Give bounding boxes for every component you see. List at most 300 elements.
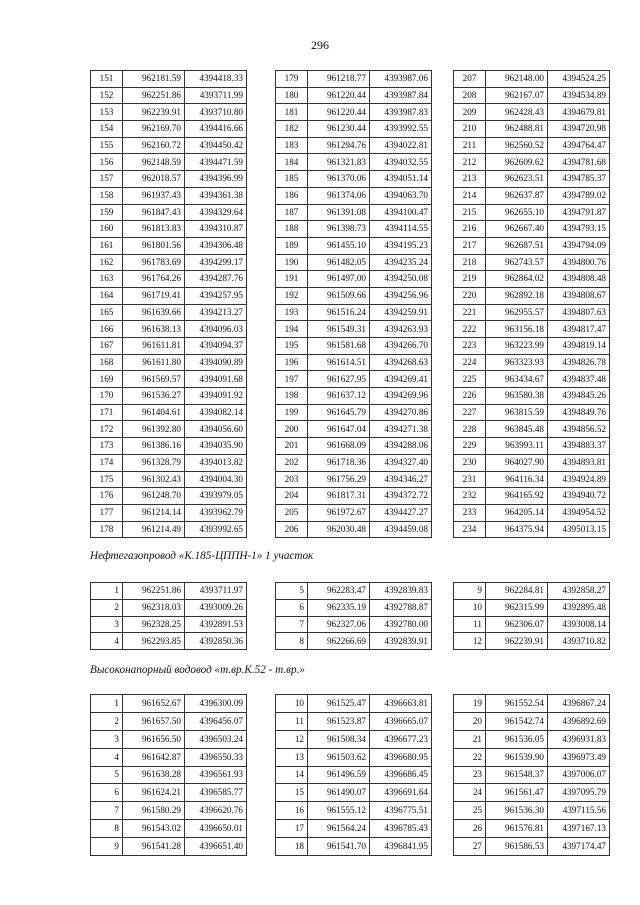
- y-coordinate: 4394250.08: [370, 271, 432, 288]
- y-coordinate: 4394051.14: [370, 171, 432, 188]
- point-number: 182: [276, 121, 308, 138]
- point-number: 1: [91, 583, 123, 600]
- point-number: 207: [454, 71, 486, 88]
- y-coordinate: 4394793.15: [548, 221, 610, 238]
- point-number: 210: [454, 121, 486, 138]
- table-row: [91, 321, 247, 338]
- x-coordinate: 961370.06: [308, 171, 370, 188]
- table-row: [276, 583, 432, 600]
- point-number: 226: [454, 388, 486, 405]
- point-number: 8: [91, 820, 123, 838]
- x-coordinate: 963156.18: [486, 321, 548, 338]
- x-coordinate: 961374.06: [308, 187, 370, 204]
- x-coordinate: 961561.47: [486, 784, 548, 802]
- point-number: 156: [91, 154, 123, 171]
- y-coordinate: 4394100.47: [370, 204, 432, 221]
- point-number: 20: [454, 712, 486, 730]
- table-row: [454, 87, 610, 104]
- x-coordinate: 961549.31: [308, 321, 370, 338]
- point-number: 6: [91, 784, 123, 802]
- point-number: 201: [276, 438, 308, 455]
- x-coordinate: 961455.10: [308, 237, 370, 254]
- table-row: [91, 121, 247, 138]
- table-row: [91, 271, 247, 288]
- point-number: 7: [276, 616, 308, 633]
- point-number: 173: [91, 438, 123, 455]
- y-coordinate: 4397006.07: [548, 766, 610, 784]
- y-coordinate: 4393710.80: [185, 104, 247, 121]
- y-coordinate: 4394091.68: [185, 371, 247, 388]
- table-row: [454, 187, 610, 204]
- point-number: 229: [454, 438, 486, 455]
- table-row: [454, 438, 610, 455]
- x-coordinate: 961218.77: [308, 71, 370, 88]
- y-coordinate: 4394213.27: [185, 304, 247, 321]
- x-coordinate: 962637.87: [486, 187, 548, 204]
- y-coordinate: 4396892.69: [548, 712, 610, 730]
- table-row: [276, 171, 432, 188]
- point-number: 165: [91, 304, 123, 321]
- y-coordinate: 4396841.95: [370, 838, 432, 856]
- y-coordinate: 4394270.86: [370, 404, 432, 421]
- y-coordinate: 4394524.25: [548, 71, 610, 88]
- x-coordinate: 961328.79: [123, 454, 185, 471]
- table-row: [454, 321, 610, 338]
- y-coordinate: 4394416.66: [185, 121, 247, 138]
- point-number: 218: [454, 254, 486, 271]
- x-coordinate: 961509.66: [308, 287, 370, 304]
- table-row: [91, 730, 247, 748]
- point-number: 192: [276, 287, 308, 304]
- point-number: 160: [91, 221, 123, 238]
- x-coordinate: 961542.74: [486, 712, 548, 730]
- x-coordinate: 961525.47: [308, 695, 370, 713]
- y-coordinate: 4394459.08: [370, 521, 432, 538]
- point-number: 215: [454, 204, 486, 221]
- y-coordinate: 4392839.83: [370, 583, 432, 600]
- table-row: [454, 838, 610, 856]
- x-coordinate: 961972.67: [308, 504, 370, 521]
- x-coordinate: 961817.31: [308, 488, 370, 505]
- table-row: [276, 354, 432, 371]
- y-coordinate: 4393987.83: [370, 104, 432, 121]
- x-coordinate: 961552.54: [486, 695, 548, 713]
- table-row: [454, 338, 610, 355]
- y-coordinate: 4394195.23: [370, 237, 432, 254]
- y-coordinate: 4393987.84: [370, 87, 432, 104]
- point-number: 211: [454, 137, 486, 154]
- x-coordinate: 961392.80: [123, 421, 185, 438]
- point-number: 157: [91, 171, 123, 188]
- x-coordinate: 961536.05: [486, 730, 548, 748]
- y-coordinate: 4396680.95: [370, 748, 432, 766]
- x-coordinate: 964375.94: [486, 521, 548, 538]
- x-coordinate: 963845.48: [486, 421, 548, 438]
- table-row: [276, 616, 432, 633]
- table-row: [276, 802, 432, 820]
- table-row: [454, 766, 610, 784]
- table-row: [454, 454, 610, 471]
- point-number: 179: [276, 71, 308, 88]
- point-number: 154: [91, 121, 123, 138]
- point-number: 195: [276, 338, 308, 355]
- x-coordinate: 963434.67: [486, 371, 548, 388]
- y-coordinate: 4393008.14: [548, 616, 610, 633]
- table-row: [91, 254, 247, 271]
- x-coordinate: 962239.91: [486, 633, 548, 650]
- point-number: 216: [454, 221, 486, 238]
- point-number: 153: [91, 104, 123, 121]
- y-coordinate: 4396677.23: [370, 730, 432, 748]
- y-coordinate: 4395013.15: [548, 521, 610, 538]
- x-coordinate: 962667.40: [486, 221, 548, 238]
- point-number: 5: [91, 766, 123, 784]
- x-coordinate: 961536.27: [123, 388, 185, 405]
- table-row: [91, 802, 247, 820]
- y-coordinate: 4396686.45: [370, 766, 432, 784]
- x-coordinate: 962160.72: [123, 137, 185, 154]
- y-coordinate: 4394427.27: [370, 504, 432, 521]
- point-number: 9: [91, 838, 123, 856]
- point-number: 159: [91, 204, 123, 221]
- point-number: 168: [91, 354, 123, 371]
- coords-table-3c: [453, 694, 610, 856]
- table-row: [276, 438, 432, 455]
- y-coordinate: 4394094.37: [185, 338, 247, 355]
- x-coordinate: 961638.28: [123, 766, 185, 784]
- point-number: 9: [454, 583, 486, 600]
- y-coordinate: 4394259.91: [370, 304, 432, 321]
- table-row: [276, 87, 432, 104]
- x-coordinate: 961756.29: [308, 471, 370, 488]
- table-row: [91, 71, 247, 88]
- point-number: 214: [454, 187, 486, 204]
- y-coordinate: 4392839.91: [370, 633, 432, 650]
- table-row: [91, 820, 247, 838]
- point-number: 178: [91, 521, 123, 538]
- point-number: 23: [454, 766, 486, 784]
- point-number: 152: [91, 87, 123, 104]
- point-number: 183: [276, 137, 308, 154]
- point-number: 4: [91, 633, 123, 650]
- y-coordinate: 4394418.33: [185, 71, 247, 88]
- x-coordinate: 961642.87: [123, 748, 185, 766]
- table-row: [454, 104, 610, 121]
- y-coordinate: 4394940.72: [548, 488, 610, 505]
- x-coordinate: 961637.12: [308, 388, 370, 405]
- y-coordinate: 4394450.42: [185, 137, 247, 154]
- table-row: [454, 404, 610, 421]
- point-number: 193: [276, 304, 308, 321]
- table-row: [454, 712, 610, 730]
- table-row: [454, 354, 610, 371]
- y-coordinate: 4394013.82: [185, 454, 247, 471]
- table-row: [454, 695, 610, 713]
- point-number: 213: [454, 171, 486, 188]
- table-row: [91, 766, 247, 784]
- point-number: 174: [91, 454, 123, 471]
- section-heading-oil-gas-pipeline: Нефтегазопровод «К.185-ЦППН-1» 1 участок: [90, 550, 314, 562]
- table-row: [276, 237, 432, 254]
- coords-table-1c: [453, 70, 610, 538]
- y-coordinate: 4397167.13: [548, 820, 610, 838]
- table-row: [276, 404, 432, 421]
- table-row: [276, 271, 432, 288]
- point-number: 204: [276, 488, 308, 505]
- point-number: 12: [276, 730, 308, 748]
- table-row: [276, 137, 432, 154]
- point-number: 221: [454, 304, 486, 321]
- point-number: 24: [454, 784, 486, 802]
- table-row: [454, 388, 610, 405]
- table-row: [276, 321, 432, 338]
- y-coordinate: 4396931.83: [548, 730, 610, 748]
- point-number: 171: [91, 404, 123, 421]
- y-coordinate: 4396561.93: [185, 766, 247, 784]
- point-number: 230: [454, 454, 486, 471]
- table-row: [276, 154, 432, 171]
- x-coordinate: 961503.62: [308, 748, 370, 766]
- point-number: 208: [454, 87, 486, 104]
- point-number: 177: [91, 504, 123, 521]
- x-coordinate: 963223.99: [486, 338, 548, 355]
- table-row: [91, 454, 247, 471]
- point-number: 205: [276, 504, 308, 521]
- x-coordinate: 964205.14: [486, 504, 548, 521]
- coords-table-1a: [90, 70, 247, 538]
- x-coordinate: 961652.67: [123, 695, 185, 713]
- x-coordinate: 961580.29: [123, 802, 185, 820]
- y-coordinate: 4394849.76: [548, 404, 610, 421]
- table-row: [91, 504, 247, 521]
- y-coordinate: 4396503.24: [185, 730, 247, 748]
- point-number: 225: [454, 371, 486, 388]
- y-coordinate: 4392895.48: [548, 599, 610, 616]
- x-coordinate: 961764.26: [123, 271, 185, 288]
- x-coordinate: 964165.92: [486, 488, 548, 505]
- y-coordinate: 4394800.76: [548, 254, 610, 271]
- point-number: 21: [454, 730, 486, 748]
- y-coordinate: 4394819.14: [548, 338, 610, 355]
- table-row: [91, 421, 247, 438]
- y-coordinate: 4394022.81: [370, 137, 432, 154]
- y-coordinate: 4394346.27: [370, 471, 432, 488]
- x-coordinate: 961627.95: [308, 371, 370, 388]
- table-row: [276, 71, 432, 88]
- table-row: [91, 438, 247, 455]
- point-number: 170: [91, 388, 123, 405]
- y-coordinate: 4394845.26: [548, 388, 610, 405]
- point-number: 185: [276, 171, 308, 188]
- table-row: [454, 254, 610, 271]
- table-row: [454, 616, 610, 633]
- table-row: [454, 71, 610, 88]
- y-coordinate: 4392850.36: [185, 633, 247, 650]
- x-coordinate: 961230.44: [308, 121, 370, 138]
- point-number: 198: [276, 388, 308, 405]
- x-coordinate: 961801.56: [123, 237, 185, 254]
- x-coordinate: 961523.87: [308, 712, 370, 730]
- point-number: 15: [276, 784, 308, 802]
- x-coordinate: 963323.93: [486, 354, 548, 371]
- point-number: 206: [276, 521, 308, 538]
- point-number: 212: [454, 154, 486, 171]
- table-row: [276, 838, 432, 856]
- y-coordinate: 4394287.76: [185, 271, 247, 288]
- x-coordinate: 962318.03: [123, 599, 185, 616]
- x-coordinate: 962560.52: [486, 137, 548, 154]
- x-coordinate: 961548.37: [486, 766, 548, 784]
- table-row: [91, 388, 247, 405]
- table-row: [454, 171, 610, 188]
- table-row: [276, 504, 432, 521]
- x-coordinate: 961668.09: [308, 438, 370, 455]
- y-coordinate: 4394114.55: [370, 221, 432, 238]
- table-row: [454, 521, 610, 538]
- table-row: [91, 171, 247, 188]
- point-number: 7: [91, 802, 123, 820]
- table-row: [91, 784, 247, 802]
- y-coordinate: 4396775.51: [370, 802, 432, 820]
- table-row: [454, 583, 610, 600]
- y-coordinate: 4394299.17: [185, 254, 247, 271]
- table-row: [276, 287, 432, 304]
- point-number: 6: [276, 599, 308, 616]
- point-number: 197: [276, 371, 308, 388]
- y-coordinate: 4394327.40: [370, 454, 432, 471]
- x-coordinate: 963815.59: [486, 404, 548, 421]
- table-row: [454, 421, 610, 438]
- x-coordinate: 962293.85: [123, 633, 185, 650]
- y-coordinate: 4396456.07: [185, 712, 247, 730]
- x-coordinate: 961391.08: [308, 204, 370, 221]
- point-number: 217: [454, 237, 486, 254]
- coords-table-1b: [275, 70, 432, 538]
- point-number: 3: [91, 616, 123, 633]
- table-row: [276, 766, 432, 784]
- table-row: [91, 838, 247, 856]
- y-coordinate: 4394256.96: [370, 287, 432, 304]
- point-number: 234: [454, 521, 486, 538]
- y-coordinate: 4394471.59: [185, 154, 247, 171]
- table-row: [454, 784, 610, 802]
- x-coordinate: 961543.02: [123, 820, 185, 838]
- point-number: 189: [276, 237, 308, 254]
- x-coordinate: 961624.21: [123, 784, 185, 802]
- y-coordinate: 4394807.63: [548, 304, 610, 321]
- x-coordinate: 961516.24: [308, 304, 370, 321]
- y-coordinate: 4394808.48: [548, 271, 610, 288]
- y-coordinate: 4394396.99: [185, 171, 247, 188]
- y-coordinate: 4394826.78: [548, 354, 610, 371]
- point-number: 16: [276, 802, 308, 820]
- point-number: 161: [91, 237, 123, 254]
- x-coordinate: 961813.83: [123, 221, 185, 238]
- table-row: [91, 583, 247, 600]
- point-number: 233: [454, 504, 486, 521]
- table-row: [91, 404, 247, 421]
- y-coordinate: 4394817.47: [548, 321, 610, 338]
- table-row: [454, 471, 610, 488]
- y-coordinate: 4393710.82: [548, 633, 610, 650]
- y-coordinate: 4392891.53: [185, 616, 247, 633]
- point-number: 11: [454, 616, 486, 633]
- point-number: 180: [276, 87, 308, 104]
- table-row: [91, 304, 247, 321]
- y-coordinate: 4394781.68: [548, 154, 610, 171]
- y-coordinate: 4394268.63: [370, 354, 432, 371]
- table-row: [454, 802, 610, 820]
- x-coordinate: 962284.81: [486, 583, 548, 600]
- x-coordinate: 961248.70: [123, 488, 185, 505]
- y-coordinate: 4393992.65: [185, 521, 247, 538]
- x-coordinate: 962955.57: [486, 304, 548, 321]
- y-coordinate: 4396973.49: [548, 748, 610, 766]
- y-coordinate: 4394096.03: [185, 321, 247, 338]
- x-coordinate: 962030.48: [308, 521, 370, 538]
- x-coordinate: 961294.76: [308, 137, 370, 154]
- x-coordinate: 961937.43: [123, 187, 185, 204]
- x-coordinate: 961647.04: [308, 421, 370, 438]
- x-coordinate: 961404.61: [123, 404, 185, 421]
- table-row: [276, 488, 432, 505]
- x-coordinate: 962148.59: [123, 154, 185, 171]
- y-coordinate: 4394310.87: [185, 221, 247, 238]
- table-row: [91, 87, 247, 104]
- y-coordinate: 4394954.52: [548, 504, 610, 521]
- y-coordinate: 4393979.05: [185, 488, 247, 505]
- x-coordinate: 961847.43: [123, 204, 185, 221]
- point-number: 166: [91, 321, 123, 338]
- table-row: [454, 287, 610, 304]
- table-row: [91, 221, 247, 238]
- y-coordinate: 4394883.37: [548, 438, 610, 455]
- x-coordinate: 961718.36: [308, 454, 370, 471]
- point-number: 4: [91, 748, 123, 766]
- y-coordinate: 4397174.47: [548, 838, 610, 856]
- point-number: 169: [91, 371, 123, 388]
- table-row: [276, 820, 432, 838]
- point-number: 5: [276, 583, 308, 600]
- point-number: 167: [91, 338, 123, 355]
- y-coordinate: 4394372.72: [370, 488, 432, 505]
- y-coordinate: 4394004.30: [185, 471, 247, 488]
- x-coordinate: 961496.59: [308, 766, 370, 784]
- point-number: 228: [454, 421, 486, 438]
- table-row: [454, 488, 610, 505]
- x-coordinate: 961220.44: [308, 104, 370, 121]
- y-coordinate: 4394063.70: [370, 187, 432, 204]
- y-coordinate: 4394329.64: [185, 204, 247, 221]
- x-coordinate: 961508.34: [308, 730, 370, 748]
- y-coordinate: 4396585.77: [185, 784, 247, 802]
- y-coordinate: 4394837.48: [548, 371, 610, 388]
- table-row: [91, 521, 247, 538]
- x-coordinate: 962655.10: [486, 204, 548, 221]
- y-coordinate: 4394269.41: [370, 371, 432, 388]
- point-number: 186: [276, 187, 308, 204]
- point-number: 162: [91, 254, 123, 271]
- table-row: [276, 371, 432, 388]
- point-number: 10: [454, 599, 486, 616]
- y-coordinate: 4394764.47: [548, 137, 610, 154]
- y-coordinate: 4394032.55: [370, 154, 432, 171]
- table-row: [454, 820, 610, 838]
- point-number: 194: [276, 321, 308, 338]
- table-row: [91, 137, 247, 154]
- table-row: [91, 748, 247, 766]
- y-coordinate: 4394263.93: [370, 321, 432, 338]
